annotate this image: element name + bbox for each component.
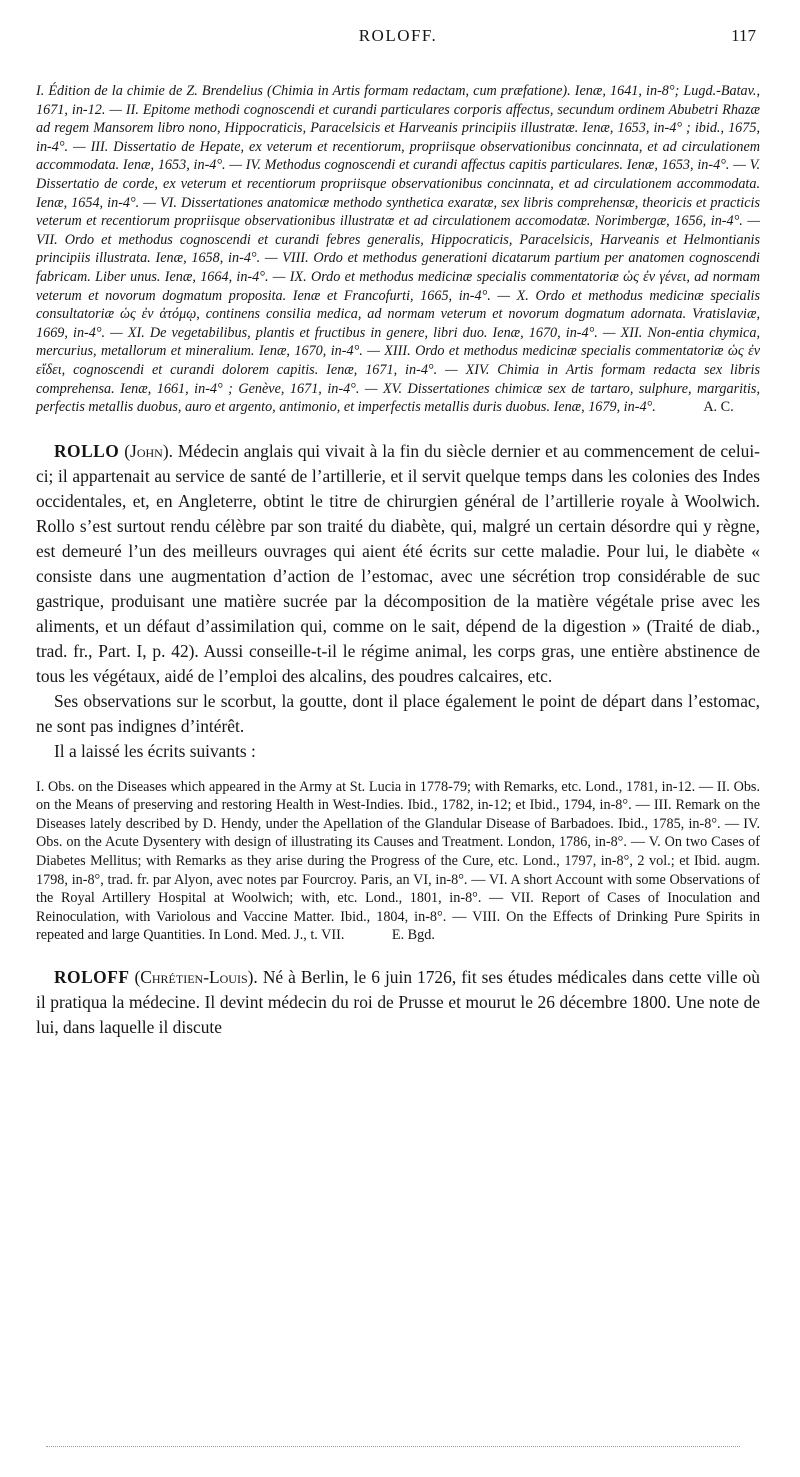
- rollo-paragraph-2: Ses observations sur le scorbut, la goutte, dont il place également le point de départ dans l’estomac, ne sont pas indignes d’intérêt.: [36, 690, 760, 736]
- roloff-name: ROLOFF: [54, 967, 130, 988]
- roloff-paragraph-1: Né à Berlin, le 6 juin 1726, fit ses études médicales dans cette ville où il pratiqua la médecine. Il devint médecin du roi de Prusse et mourut le 26 décembre 1800. Une note de lui, dans laquelle il discute: [36, 967, 760, 1038]
- running-title: ROLOFF.: [358, 26, 438, 45]
- roloff-entry: [36, 965, 760, 1040]
- rollo-firstname: (John).: [124, 440, 173, 461]
- author-signature-ac: A. C.: [703, 399, 734, 416]
- roloff-bibliography: [36, 82, 760, 417]
- roloff-firstname: (Chrétien-Louis).: [134, 967, 258, 988]
- roloff-works-text: I. Édition de la chimie de Z. Brendelius (Chimia in Artis formam redactam, cum præfatione). Ienæ, 1641, in-8°; Lugd.-Batav., 1671, in-12. — II. Epitome methodi cognoscendi et curandi particulares corporis affectus, secundum ordinem Abubetri Rhazæ ad regem Mansorem libro nono, Hippocraticis, Paracelsicis et Harveanis principiis illustratæ. Ienæ, 1653, in-4° ; ibid., 1675, in-4°. — III. Dissertatio de Hepate, ex veterum et recentiorum, propriisque observationibus concinnata, et ad circulationem accommodata. Ienæ, 1653, in-4°. — IV. Methodus cognoscendi et curandi affectus capitis particulares. Ienæ, 1653, in-4°. — V. Dissertatio de corde, ex veterum et recentiorum propriisque observationibus concinnata, et ad circulationem accommodata. Ienæ, 1654, in-4°. — VI. Dissertationes anatomicæ methodo synthetica exaratæ, sex libris comprehensæ, theoricis et practicis veterum et recentiorum propriisque observationibus illustratæ et ad circulationem accomodatæ. Norimbergæ, 1656, in-4°. — VII. Ordo et methodus cognoscendi et curandi febres generalis, Hippocraticis, Paracelsicis, Harveanis et Helmontianis principiis illustrata. Ienæ, 1658, in-4°. — VIII. Ordo et methodus generationi dicatarum partium per anatomen cognoscendi fabricam. Liber unus. Ienæ, 1664, in-4°. — IX. Ordo et methodus medicinæ specialis commentatoriæ ὡς ἐν γένει, ad normam veterum et novorum dogmatum proposita. Ienæ et Francofurti, 1665, in-4°. — X. Ordo et methodus medicinæ specialis consultatoriæ ὡς ἐν ἀτόμῳ, continens consilia medica, ad normam veterum et novorum dogmatum adornata. Vratislaviæ, 1669, in-4°. — XI. De vegetabilibus, plantis et fructibus in genere, libri duo. Ienæ, 1670, in-4°. — XII. Non-entia chymica, mercurius, metallorum et mineralium. Ienæ, 1670, in-4°. — XIII. Ordo et methodus medicinæ specialis commentatoriæ ὡς ἐν εἴδει, cognoscendi et curandi dolorem capitis. Ienæ, 1671, in-4°. — XIV. Chimia in Artis formam redacta sex libris comprehensa. Ienæ, 1661, in-4° ; Genève, 1671, in-4°. — XV. Dissertationes chimicæ sex de tartaro, sulphure, margaritis, perfectis metallis duobus, auro et argento, antimonio, et imperfectis metallis duris duobus. Ienæ, 1679, in-4°.: [36, 83, 760, 416]
- rollo-paragraph-3: Il a laissé les écrits suivants :: [54, 740, 256, 761]
- rollo-bibliography: [36, 778, 760, 945]
- rollo-name: ROLLO: [54, 440, 120, 461]
- rollo-paragraph-1: Médecin anglais qui vivait à la fin du siècle dernier et au commencement de celui-ci; il appartenait au service de santé de l’artillerie, et il servit quelque temps dans les colonies des Indes occidentales, et, en Angleterre, obtint le titre de chirurgien général de l’artillerie royale à Woolwich. Rollo s’est surtout rendu célèbre par son traité du diabète, qui, malgré un certain désordre qui y règne, est demeuré l’un des meilleurs ouvrages qui aient été écrits sur cette maladie. Pour lui, le diabète « consiste dans une augmentation d’action de l’estomac, avec une sécrétion trop considérable de suc gastrique, produisant une matière sucrée par la décomposition de la matière végétale prise avec les aliments, et un défaut d’assimilation qui, comme on le sait, dépend de la digestion » (Traité de diab., trad. fr., Part. I, p. 42). Aussi conseille-t-il le régime animal, les corps gras, une entière abstinence de tous les végétaux, aidé de l’emploi des alcalins, des poudres calcaires, etc.: [36, 440, 760, 686]
- page-header: [36, 0, 760, 66]
- rollo-works-text: I. Obs. on the Diseases which appeared in the Army at St. Lucia in 1778-79; with Remarks, etc. Lond., 1781, in-12. — II. Obs. on the Means of preserving and restoring Health in West-Indies. Ibid., 1782, in-12; et Ibid., 1794, in-8°. — III. Remark on the Diseases lately described by D. Hendy, under the Apellation of the Glandular Disease of Barbadoes. Ibid., 1785, in-8°. — IV. Obs. on the Acute Dysentery with design of illustrating its Causes and Treatment. London, 1786, in-8°. — V. On two Cases of Diabetes Mellitus; with Remarks as they arise during the Progress of the Cure, etc. Lond., 1797, in-8°, 2 vol.; et Ibid. augm. 1798, in-8°, trad. fr. par Alyon, avec notes par Fourcroy. Paris, an VI, in-8°. — VI. A short Account with some Observations of the Royal Artillery Hospital at Woolwich; with, etc. Lond., 1801, in-8°. — VII. Report of Cases of Inoculation and Reinoculation, with Variolous and Vaccine Matter. Ibid., 1804, in-8°. — VIII. On the Effects of Drinking Pure Spirits in repeated and large Quantities. In Lond. Med. J., t. VII.: [36, 778, 760, 944]
- page-number: 117: [731, 26, 756, 45]
- bottom-dotted-rule: [46, 1446, 740, 1449]
- rollo-entry: [36, 439, 760, 689]
- author-signature-ebgd: E. Bgd.: [391, 927, 435, 944]
